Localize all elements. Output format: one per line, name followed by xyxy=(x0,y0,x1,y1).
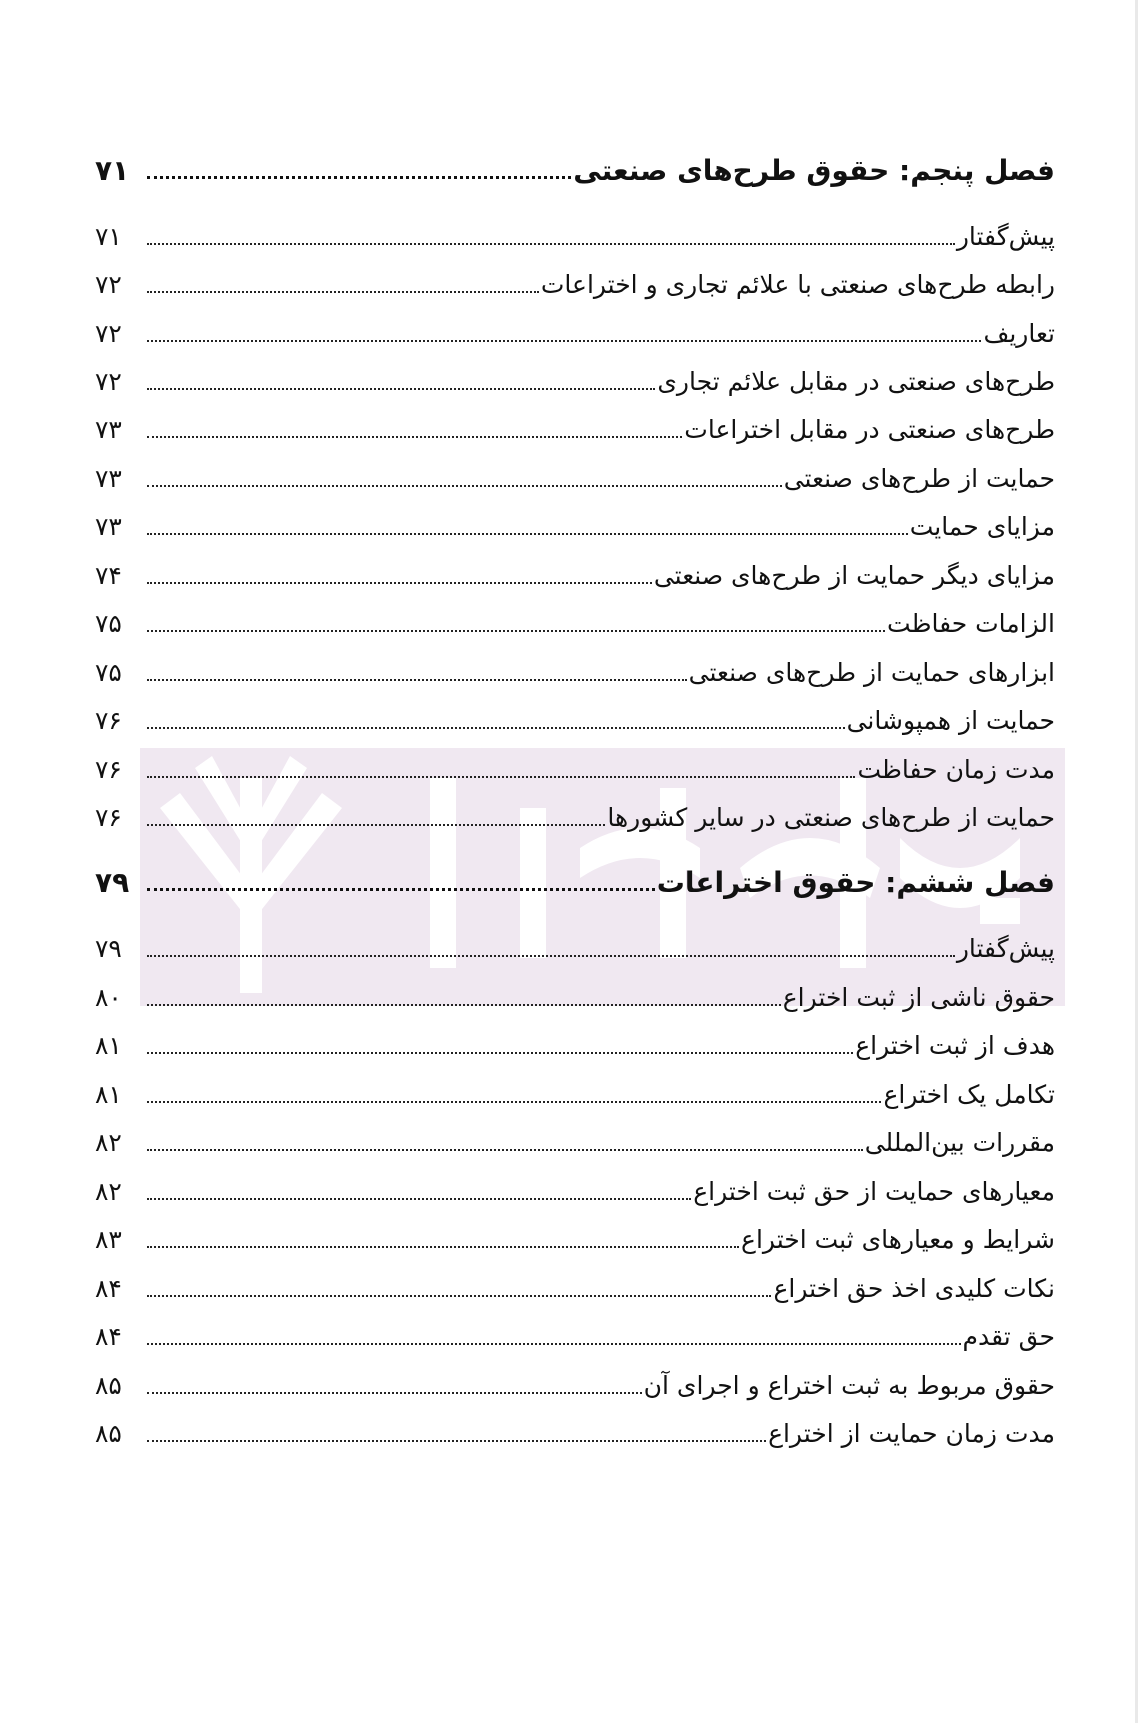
page-number: ۷۳ xyxy=(95,464,122,493)
dot-leader xyxy=(147,1004,781,1006)
page-number: ۸۲ xyxy=(95,1177,122,1206)
entry-title: حمایت از طرح‌های صنعتی در سایر کشورها xyxy=(607,803,1055,832)
page-number: ۷۲ xyxy=(95,367,122,396)
toc-entry[interactable] xyxy=(95,1064,1055,1112)
entry-title: مزایای دیگر حمایت از طرح‌های صنعتی xyxy=(653,561,1055,590)
page-number: ۷۲ xyxy=(95,270,122,299)
dot-leader xyxy=(147,1392,642,1394)
toc-entry[interactable] xyxy=(95,448,1055,496)
toc-entry[interactable] xyxy=(95,593,1055,641)
dot-leader xyxy=(147,291,539,293)
dot-leader xyxy=(147,1052,853,1054)
dot-leader xyxy=(147,888,655,891)
page-number: ۸۳ xyxy=(95,1225,122,1254)
entry-title: ابزارهای حمایت از طرح‌های صنعتی xyxy=(688,658,1055,687)
dot-leader xyxy=(147,630,885,632)
entry-title: شرایط و معیارهای ثبت اختراع xyxy=(741,1225,1055,1254)
dot-leader xyxy=(147,582,652,584)
toc-entry[interactable] xyxy=(95,642,1055,690)
page-number: ۸۰ xyxy=(95,983,122,1012)
toc-entry[interactable] xyxy=(95,545,1055,593)
dot-leader xyxy=(147,176,571,179)
page-number: ۷۶ xyxy=(95,706,122,735)
toc-entry[interactable] xyxy=(95,967,1055,1015)
entry-title: طرح‌های صنعتی در مقابل اختراعات xyxy=(684,415,1055,444)
entry-title: مقررات بین‌المللی xyxy=(864,1128,1055,1157)
entry-title: طرح‌های صنعتی در مقابل علائم تجاری xyxy=(657,367,1055,396)
toc-entry[interactable] xyxy=(95,1306,1055,1354)
toc-entry[interactable] xyxy=(95,351,1055,399)
entry-title: حمایت از همپوشانی xyxy=(846,706,1055,735)
dot-leader xyxy=(147,776,855,778)
toc-entry[interactable] xyxy=(95,206,1055,254)
page-number: ۷۱ xyxy=(95,222,122,251)
toc-entry[interactable] xyxy=(95,303,1055,351)
toc-entry[interactable] xyxy=(95,1112,1055,1160)
toc-entry[interactable] xyxy=(95,787,1055,835)
dot-leader xyxy=(147,1101,881,1103)
dot-leader xyxy=(147,955,955,957)
entry-title: پیش‌گفتار xyxy=(956,934,1055,963)
dot-leader xyxy=(147,533,908,535)
page-number: ۷۹ xyxy=(95,934,122,963)
dot-leader xyxy=(147,243,955,245)
toc-entry[interactable] xyxy=(95,1209,1055,1257)
dot-leader xyxy=(147,1295,771,1297)
entry-title: مدت زمان حمایت از اختراع xyxy=(768,1419,1055,1448)
chapter-title: فصل ششم: حقوق اختراعات xyxy=(656,866,1055,899)
entry-title: مزایای حمایت xyxy=(909,512,1055,541)
dot-leader xyxy=(147,436,682,438)
table-of-contents xyxy=(95,0,1055,1723)
toc-entry[interactable] xyxy=(95,739,1055,787)
page-number: ۷۲ xyxy=(95,319,122,348)
page-number: ۸۴ xyxy=(95,1322,122,1351)
chapter-heading[interactable] xyxy=(95,140,1055,188)
entry-title: هدف از ثبت اختراع xyxy=(855,1031,1055,1060)
entry-title: پیش‌گفتار xyxy=(956,222,1055,251)
entry-title: مدت زمان حفاظت xyxy=(857,755,1055,784)
entry-title: الزامات حفاظت xyxy=(887,609,1055,638)
toc-entry[interactable] xyxy=(95,1355,1055,1403)
dot-leader xyxy=(147,727,845,729)
entry-title: معیارهای حمایت از حق ثبت اختراع xyxy=(693,1177,1055,1206)
toc-entry[interactable] xyxy=(95,399,1055,447)
page-number: ۷۶ xyxy=(95,755,122,784)
entry-title: نکات کلیدی اخذ حق اختراع xyxy=(773,1274,1055,1303)
dot-leader xyxy=(147,1440,766,1442)
toc-entry[interactable] xyxy=(95,1403,1055,1451)
page-number: ۷۴ xyxy=(95,561,122,590)
toc-entry[interactable] xyxy=(95,1258,1055,1306)
dot-leader xyxy=(147,1149,863,1151)
page-number: ۷۵ xyxy=(95,609,122,638)
dot-leader xyxy=(147,824,605,826)
toc-entry[interactable] xyxy=(95,254,1055,302)
page-number: ۸۲ xyxy=(95,1128,122,1157)
page-number: ۸۴ xyxy=(95,1274,122,1303)
dot-leader xyxy=(147,340,981,342)
dot-leader xyxy=(147,1246,739,1248)
dot-leader xyxy=(147,1198,691,1200)
dot-leader xyxy=(147,485,782,487)
page-number: ۷۳ xyxy=(95,512,122,541)
dot-leader xyxy=(147,1343,961,1345)
page-number: ۷۱ xyxy=(95,154,130,187)
entry-title: حمایت از طرح‌های صنعتی xyxy=(783,464,1055,493)
entry-title: حقوق ناشی از ثبت اختراع xyxy=(782,983,1055,1012)
toc-entry[interactable] xyxy=(95,1161,1055,1209)
entry-title: حق تقدم xyxy=(962,1322,1055,1351)
chapter-title: فصل پنجم: حقوق طرح‌های صنعتی xyxy=(573,154,1055,187)
toc-entry[interactable] xyxy=(95,918,1055,966)
page-number: ۷۹ xyxy=(95,866,130,899)
entry-title: رابطه طرح‌های صنعتی با علائم تجاری و اختراعات xyxy=(540,270,1055,299)
page-number: ۸۱ xyxy=(95,1080,122,1109)
page-number: ۷۵ xyxy=(95,658,122,687)
dot-leader xyxy=(147,388,655,390)
page-number: ۸۵ xyxy=(95,1371,122,1400)
chapter-heading[interactable] xyxy=(95,852,1055,900)
toc-entry[interactable] xyxy=(95,1015,1055,1063)
page-number: ۸۱ xyxy=(95,1031,122,1060)
entry-title: تعاریف xyxy=(983,319,1055,348)
page-number: ۷۶ xyxy=(95,803,122,832)
entry-title: تکامل یک اختراع xyxy=(883,1080,1055,1109)
page-number: ۷۳ xyxy=(95,415,122,444)
toc-entry[interactable] xyxy=(95,690,1055,738)
page-number: ۸۵ xyxy=(95,1419,122,1448)
toc-entry[interactable] xyxy=(95,496,1055,544)
dot-leader xyxy=(147,679,687,681)
entry-title: حقوق مربوط به ثبت اختراع و اجرای آن xyxy=(643,1371,1055,1400)
